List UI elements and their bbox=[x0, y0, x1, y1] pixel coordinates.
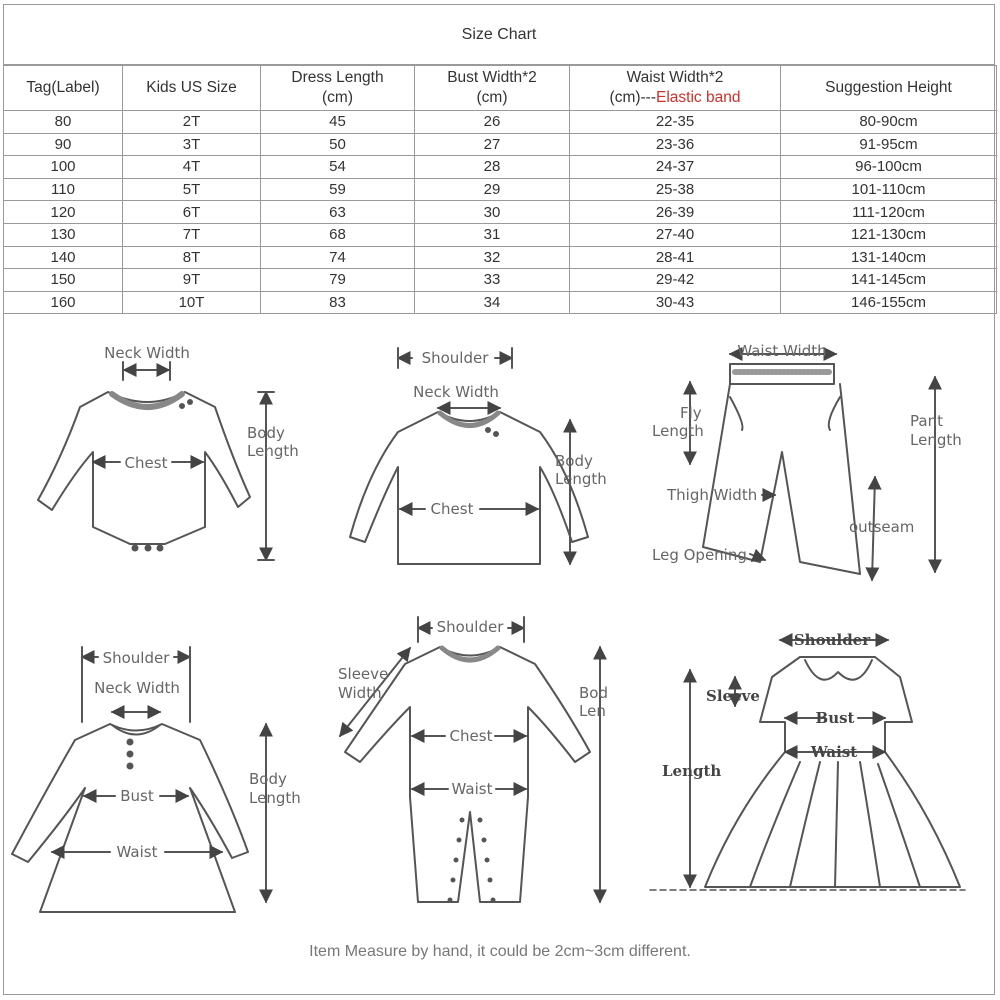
cell-height: 111-120cm bbox=[781, 201, 997, 224]
romper-diagram bbox=[340, 617, 600, 903]
cell-bust: 34 bbox=[415, 291, 570, 314]
cell-tag: 90 bbox=[4, 133, 123, 156]
dress-bust-label: Bust bbox=[120, 787, 154, 805]
bodysuit-body-label: Body bbox=[247, 424, 285, 442]
cell-waist: 22-35 bbox=[570, 111, 781, 134]
measure-note: Item Measure by hand, it could be 2cm~3cm different. bbox=[309, 943, 691, 960]
cell-tag: 80 bbox=[4, 111, 123, 134]
frock-length-label: Length bbox=[662, 762, 722, 780]
table-header-row bbox=[4, 66, 997, 111]
pants-pant-length-label: Length bbox=[910, 431, 962, 449]
cell-size: 9T bbox=[123, 269, 261, 292]
header-bust-width: Bust Width*2 (cm) bbox=[415, 66, 570, 111]
cell-bust: 29 bbox=[415, 178, 570, 201]
cell-length: 74 bbox=[261, 246, 415, 269]
cell-waist: 25-38 bbox=[570, 178, 781, 201]
cell-height: 131-140cm bbox=[781, 246, 997, 269]
cell-tag: 160 bbox=[4, 291, 123, 314]
cell-length: 68 bbox=[261, 223, 415, 246]
bodysuit-length-label: Length bbox=[247, 442, 299, 460]
cell-size: 10T bbox=[123, 291, 261, 314]
cell-size: 4T bbox=[123, 156, 261, 179]
dress-body-label: Body bbox=[249, 770, 287, 788]
top-neck-label: Neck Width bbox=[413, 383, 499, 401]
romper-chest-label: Chest bbox=[449, 727, 493, 745]
cell-waist: 24-37 bbox=[570, 156, 781, 179]
top-shoulder-label: Shoulder bbox=[421, 349, 489, 367]
cell-bust: 31 bbox=[415, 223, 570, 246]
pants-thigh-label: Thigh Width bbox=[667, 486, 758, 504]
cell-height: 141-145cm bbox=[781, 269, 997, 292]
header-dress-length: Dress Length (cm) bbox=[261, 66, 415, 111]
pants-fly-label: Fly bbox=[680, 404, 702, 422]
cell-waist: 26-39 bbox=[570, 201, 781, 224]
cell-tag: 150 bbox=[4, 269, 123, 292]
cell-height: 101-110cm bbox=[781, 178, 997, 201]
cell-size: 6T bbox=[123, 201, 261, 224]
cell-bust: 28 bbox=[415, 156, 570, 179]
romper-length-label: Len bbox=[579, 702, 606, 720]
cell-height: 91-95cm bbox=[781, 133, 997, 156]
table-row bbox=[4, 201, 997, 224]
frock-waist-label: Waist bbox=[810, 743, 858, 761]
cell-length: 79 bbox=[261, 269, 415, 292]
cell-length: 54 bbox=[261, 156, 415, 179]
table-row bbox=[4, 291, 997, 314]
cell-size: 5T bbox=[123, 178, 261, 201]
pants-waist-label: Waist Width bbox=[737, 342, 827, 360]
cell-waist: 23-36 bbox=[570, 133, 781, 156]
header-tag: Tag(Label) bbox=[4, 66, 123, 111]
measurement-diagrams bbox=[0, 312, 1000, 952]
cell-bust: 33 bbox=[415, 269, 570, 292]
cell-tag: 140 bbox=[4, 246, 123, 269]
bodysuit-chest-label: Chest bbox=[124, 454, 168, 472]
frock-sleeve-label: Sleeve bbox=[706, 687, 760, 705]
header-waist-width: Waist Width*2 (cm)---Elastic band bbox=[570, 66, 781, 111]
top-body-label: Body bbox=[555, 452, 593, 470]
cell-size: 7T bbox=[123, 223, 261, 246]
cell-size: 8T bbox=[123, 246, 261, 269]
top-diagram bbox=[350, 348, 588, 564]
cell-waist: 28-41 bbox=[570, 246, 781, 269]
cell-bust: 26 bbox=[415, 111, 570, 134]
pants-outseam-label: outseam bbox=[849, 518, 915, 536]
romper-width-label: Width bbox=[338, 684, 382, 702]
cell-size: 2T bbox=[123, 111, 261, 134]
header-us-size: Kids US Size bbox=[123, 66, 261, 111]
size-table bbox=[3, 65, 997, 314]
table-row bbox=[4, 223, 997, 246]
cell-height: 96-100cm bbox=[781, 156, 997, 179]
cell-length: 50 bbox=[261, 133, 415, 156]
pants-fly-length-label: Length bbox=[652, 422, 704, 440]
romper-shoulder-label: Shoulder bbox=[436, 618, 504, 636]
cell-length: 63 bbox=[261, 201, 415, 224]
bodysuit-neck-label: Neck Width bbox=[104, 344, 190, 362]
table-row bbox=[4, 269, 997, 292]
cell-tag: 110 bbox=[4, 178, 123, 201]
top-length-label: Length bbox=[555, 470, 607, 488]
table-row bbox=[4, 111, 997, 134]
page-title: Size Chart bbox=[4, 5, 994, 65]
table-row bbox=[4, 178, 997, 201]
table-row bbox=[4, 133, 997, 156]
cell-bust: 30 bbox=[415, 201, 570, 224]
cell-tag: 120 bbox=[4, 201, 123, 224]
dress-neck-label: Neck Width bbox=[94, 679, 180, 697]
cell-tag: 130 bbox=[4, 223, 123, 246]
cell-length: 45 bbox=[261, 111, 415, 134]
romper-body-label: Bod bbox=[579, 684, 608, 702]
cell-height: 80-90cm bbox=[781, 111, 997, 134]
top-chest-label: Chest bbox=[430, 500, 474, 518]
cell-waist: 29-42 bbox=[570, 269, 781, 292]
frock-bust-label: Bust bbox=[815, 709, 855, 727]
cell-length: 83 bbox=[261, 291, 415, 314]
elastic-band-note: Elastic band bbox=[656, 89, 741, 106]
table-row bbox=[4, 246, 997, 269]
romper-waist-label: Waist bbox=[451, 780, 493, 798]
cell-bust: 27 bbox=[415, 133, 570, 156]
romper-sleeve-label: Sleeve bbox=[338, 665, 389, 683]
header-suggestion-height: Suggestion Height bbox=[781, 66, 997, 111]
table-row bbox=[4, 156, 997, 179]
dress-length-label: Length bbox=[249, 789, 301, 807]
cell-bust: 32 bbox=[415, 246, 570, 269]
cell-waist: 27-40 bbox=[570, 223, 781, 246]
cell-size: 3T bbox=[123, 133, 261, 156]
dress-waist-label: Waist bbox=[116, 843, 158, 861]
cell-length: 59 bbox=[261, 178, 415, 201]
pants-pant-label: Pant bbox=[910, 412, 943, 430]
cell-tag: 100 bbox=[4, 156, 123, 179]
cell-height: 121-130cm bbox=[781, 223, 997, 246]
cell-waist: 30-43 bbox=[570, 291, 781, 314]
dress-shoulder-label: Shoulder bbox=[102, 649, 170, 667]
pants-leg-label: Leg Opening bbox=[652, 546, 747, 564]
cell-height: 146-155cm bbox=[781, 291, 997, 314]
frock-shoulder-label: Shoulder bbox=[793, 631, 871, 649]
